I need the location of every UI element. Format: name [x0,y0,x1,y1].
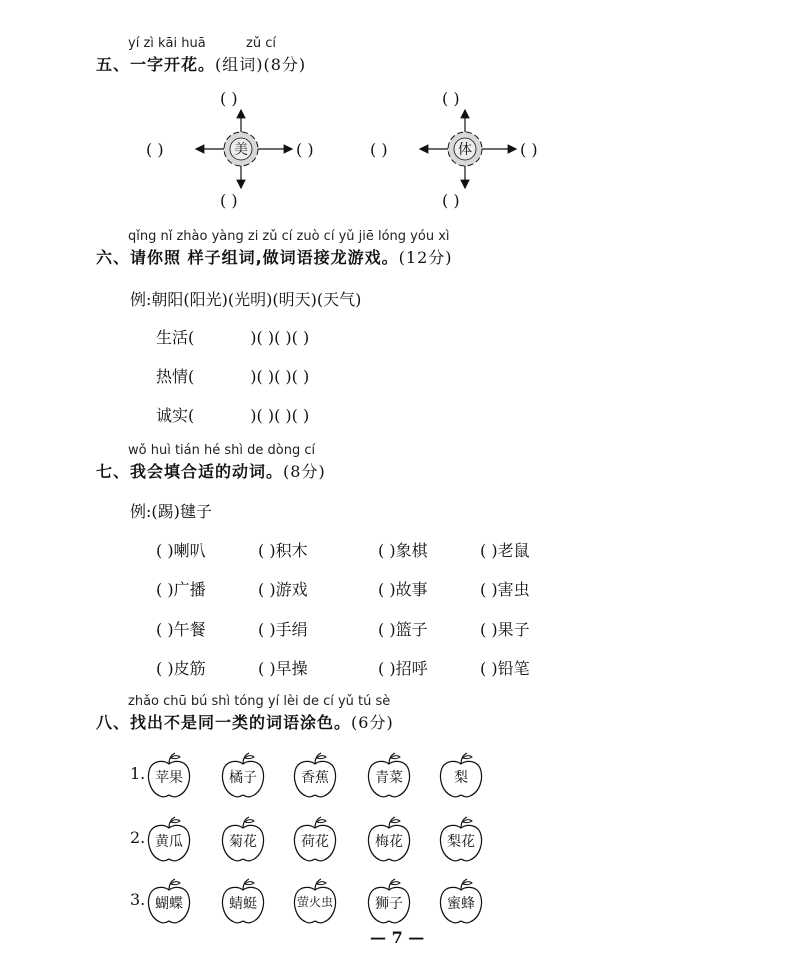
s7-blank[interactable]: ( ) [378,580,396,599]
flower-left-right-blank[interactable]: ( ) [296,140,314,159]
flower-right-top-blank[interactable]: ( ) [442,89,460,108]
s8-group-number: 3. [130,890,146,909]
s7-word: 积木 [275,541,308,560]
page-number: — 7 — [370,928,425,947]
s7-word: 象棋 [395,541,428,560]
apple-word-item[interactable] [292,878,338,924]
apple-word-item[interactable] [220,752,266,798]
s6-row-blanks[interactable]: )( )( )( ) [250,328,310,347]
s6-row-3 [156,403,309,426]
apple-word-label: 萤火虫 [296,895,333,909]
flower-left-top-blank[interactable]: ( ) [220,89,238,108]
s7-title-score: (8分) [283,462,326,481]
apple-word-label: 黄瓜 [155,834,183,850]
apple-word-label: 蝴蝶 [155,896,183,912]
apple-word-item[interactable] [366,878,412,924]
s5-pinyin-1: yí zì kāi huā [128,36,206,51]
s7-item [258,538,308,561]
apple-word-item[interactable] [292,816,338,862]
s5-title-score: (组词)(8分) [215,55,307,74]
s7-blank[interactable]: ( ) [480,620,498,639]
apple-word-label: 青菜 [375,770,403,786]
apple-word-item[interactable] [146,752,192,798]
apple-word-label: 蜜蜂 [447,896,475,912]
s6-row-label: 生活( [156,328,195,347]
s7-blank[interactable]: ( ) [480,580,498,599]
flower-left-char: 美 [234,142,248,158]
s6-row-blanks[interactable]: )( )( )( ) [250,406,310,425]
flower-right-bottom-blank[interactable]: ( ) [442,191,460,210]
s7-item [156,577,206,600]
s6-row-1 [156,325,309,348]
s8-title [96,710,394,733]
apple-word-item[interactable] [292,752,338,798]
s5-pinyin-2: zǔ cí [246,36,276,51]
apple-word-label: 梅花 [375,834,403,850]
s7-item [480,538,530,561]
s7-word: 害虫 [497,580,530,599]
s6-title-main: 六、请你照 样子组词,做词语接龙游戏。 [96,248,399,267]
s7-blank[interactable]: ( ) [156,541,174,560]
s6-pinyin: qǐng nǐ zhào yàng zi zǔ cí zuò cí yǔ jiē lóng yóu xì [128,229,450,244]
apple-word-label: 梨 [454,770,468,786]
s6-row-label: 诚实( [156,406,195,425]
flower-right-left-blank[interactable]: ( ) [370,140,388,159]
s7-item [378,656,428,679]
s6-title-score: (12分) [398,248,453,267]
s7-item [258,617,308,640]
s7-blank[interactable]: ( ) [480,659,498,678]
s7-blank[interactable]: ( ) [258,659,276,678]
s7-word: 早操 [275,659,308,678]
s7-word: 广播 [173,580,206,599]
s7-word: 游戏 [275,580,308,599]
apple-word-item[interactable] [438,752,484,798]
s7-blank[interactable]: ( ) [258,620,276,639]
s7-item [156,617,206,640]
s7-item [378,538,428,561]
s8-group-number: 1. [130,764,146,783]
s7-item [156,538,206,561]
s7-item [480,617,530,640]
s8-title-main: 八、找出不是同一类的词语涂色。 [96,713,352,732]
s7-blank[interactable]: ( ) [258,541,276,560]
s8-pinyin: zhǎo chū bú shì tóng yí lèi de cí yǔ tú sè [128,694,391,709]
apple-word-label: 苹果 [155,770,183,786]
s7-word: 喇叭 [173,541,206,560]
s7-word: 手绢 [275,620,308,639]
s6-title [96,245,453,268]
apple-word-item[interactable] [366,816,412,862]
flower-right-char: 体 [458,142,472,158]
s6-row-2 [156,364,309,387]
s5-title-main: 五、一字开花。 [96,55,216,74]
apple-word-label: 香蕉 [301,770,329,786]
apple-word-label: 菊花 [229,834,257,850]
s7-blank[interactable]: ( ) [480,541,498,560]
s7-title-main: 七、我会填合适的动词。 [96,462,284,481]
s7-item [258,577,308,600]
s7-title [96,459,326,482]
s6-row-blanks[interactable]: )( )( )( ) [250,367,310,386]
s7-pinyin: wǒ huì tián hé shì de dòng cí [128,443,316,458]
s7-word: 招呼 [395,659,428,678]
s7-word: 皮筋 [173,659,206,678]
apple-word-item[interactable] [146,816,192,862]
s7-blank[interactable]: ( ) [156,659,174,678]
s8-group-number: 2. [130,828,146,847]
flower-left-left-blank[interactable]: ( ) [146,140,164,159]
flower-left-bottom-blank[interactable]: ( ) [220,191,238,210]
apple-word-item[interactable] [438,816,484,862]
s7-item [378,577,428,600]
s7-word: 老鼠 [497,541,530,560]
s6-example: 例:朝阳(阳光)(光明)(明天)(天气) [130,290,362,309]
apple-word-label: 橘子 [229,770,257,786]
s7-word: 篮子 [395,620,428,639]
s7-item [480,577,530,600]
s7-blank[interactable]: ( ) [378,620,396,639]
s7-blank[interactable]: ( ) [258,580,276,599]
apple-word-item[interactable] [146,878,192,924]
s6-row-label: 热情( [156,367,195,386]
s7-example: 例:(踢)毽子 [130,502,212,521]
apple-word-item[interactable] [220,878,266,924]
s7-blank[interactable]: ( ) [378,659,396,678]
s7-item [480,656,530,679]
apple-word-item[interactable] [438,878,484,924]
s7-blank[interactable]: ( ) [156,580,174,599]
s8-title-score: (6分) [351,713,394,732]
apple-word-item[interactable] [366,752,412,798]
apple-word-label: 蜻蜓 [229,896,257,912]
apple-word-label: 荷花 [301,834,329,850]
s7-word: 果子 [497,620,530,639]
s7-blank[interactable]: ( ) [378,541,396,560]
s7-item [378,617,428,640]
apple-word-label: 狮子 [375,896,403,912]
s7-item [156,656,206,679]
apple-word-label: 梨花 [447,834,475,850]
s7-word: 故事 [395,580,428,599]
apple-word-item[interactable] [220,816,266,862]
s7-word: 铅笔 [497,659,530,678]
s7-word: 午餐 [173,620,206,639]
flower-right-right-blank[interactable]: ( ) [520,140,538,159]
s7-blank[interactable]: ( ) [156,620,174,639]
s7-item [258,656,308,679]
s5-flower-diagram [0,0,800,220]
